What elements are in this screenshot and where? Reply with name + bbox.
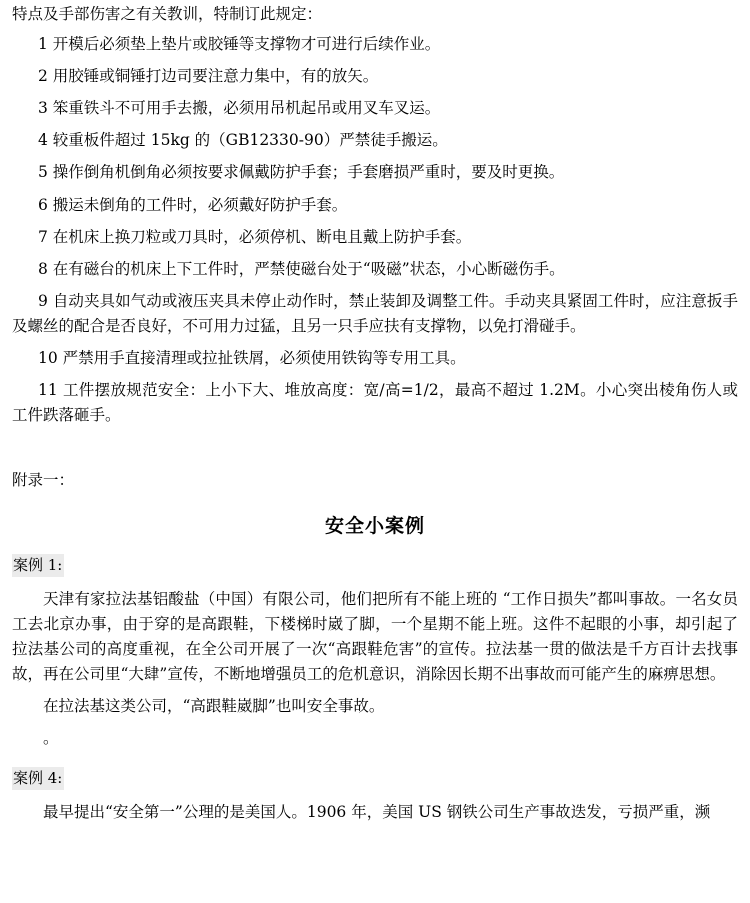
case-1-paragraph-2: 在拉法基这类公司，“高跟鞋崴脚”也叫安全事故。 <box>43 697 385 716</box>
numbered-item-3: 3 笨重铁斗不可用手去搬，必须用吊机起吊或用叉车叉运。 <box>38 99 441 118</box>
numbered-item-8: 8 在有磁台的机床上下工件时，严禁使磁台处于“吸磁”状态，小心断磁伤手。 <box>38 259 565 278</box>
intro-line: 特点及手部伤害之有关教训，特制订此规定： <box>12 5 323 23</box>
case-4-paragraph-1: 最早提出“安全第一”公理的是美国人。1906 年，美国 US 钢铁公司生产事故迭发，亏损严重，濒 <box>43 803 711 822</box>
section-spacer <box>12 435 738 469</box>
numbered-item-7: 7 在机床上换刀粒或刀具时，必须停机、断电且戴上防护手套。 <box>38 227 472 246</box>
case-1-heading: 案例 1: <box>12 554 64 577</box>
case-1-heading-wrap <box>12 554 738 583</box>
case-1-paragraph-3: 。 <box>43 729 59 748</box>
numbered-item-1: 1 开模后必须垫上垫片或胶锤等支撑物才可进行后续作业。 <box>38 35 441 54</box>
numbered-item-5: 5 操作倒角机倒角必须按要求佩戴防护手套；手套磨损严重时，要及时更换。 <box>38 163 565 182</box>
numbered-item-4: 4 较重板件超过 15kg 的（GB12330-90）严禁徒手搬运。 <box>38 131 448 150</box>
case-gap <box>12 755 738 767</box>
numbered-item-11: 11 工件摆放规范安全：上小下大、堆放高度：宽/高=1/2，最高不超过 1.2M。小心突出棱角伤人或工件跌落砸手。 <box>12 381 738 425</box>
case-4-heading-wrap <box>12 767 738 796</box>
page-title: 安全小案例 <box>324 514 425 537</box>
case-1-paragraph-1: 天津有家拉法基铝酸盐（中国）有限公司，他们把所有不能上班的 “工作日损失”都叫事故。一名女员工去北京办事，由于穿的是高跟鞋，下楼梯时崴了脚，一个星期不能上班。这件不起眼的小事，却引起了拉法基公司的高度重视，在全公司开展了一次“高跟鞋危害”的宣传。拉法基一贯的做法是千方百计去找事故，再在公司里“大肆”宣传，不断地增强员工的危机意识，消除因长期不出事故而可能产生的麻痹思想。 <box>12 589 738 684</box>
numbered-item-9: 9 自动夹具如气动或液压夹具未停止动作时，禁止装卸及调整工件。手动夹具紧固工件时，应注意扳手及螺丝的配合是否良好，不可用力过猛，且另一只手应扶有支撑物，以免打滑碰手。 <box>12 291 738 335</box>
numbered-item-10: 10 严禁用手直接清理或拉扯铁屑，必须使用铁钩等专用工具。 <box>38 349 466 368</box>
numbered-item-6: 6 搬运未倒角的工件时，必须戴好防护手套。 <box>38 195 348 214</box>
appendix-label: 附录一： <box>12 471 75 490</box>
case-4-heading: 案例 4: <box>12 767 64 790</box>
numbered-item-2: 2 用胶锤或铜锤打边司要注意力集中，有的放矢。 <box>38 67 379 86</box>
